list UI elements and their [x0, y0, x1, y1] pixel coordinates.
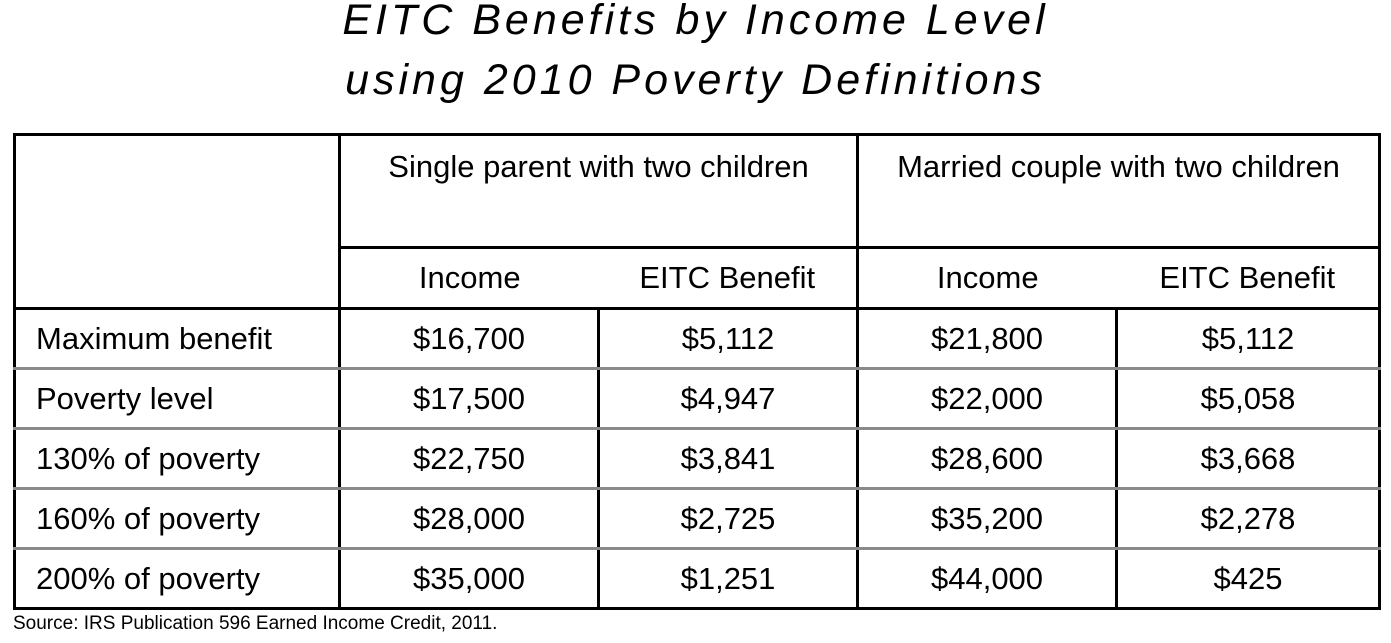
married-benefit-cell: $2,278: [1117, 489, 1380, 549]
married-benefit-cell: $425: [1213, 560, 1283, 596]
corner-cell: [15, 135, 340, 309]
row-label: 130% of poverty: [15, 429, 340, 489]
table-row: [15, 549, 1380, 609]
table-row: [15, 309, 1380, 369]
single-benefit-cell: $3,841: [599, 429, 858, 489]
married-benefit-cell: $5,112: [1117, 309, 1380, 369]
group-header-single: Single parent with two children: [340, 135, 858, 248]
table-row: [15, 429, 1380, 489]
row-label: 200% of poverty: [15, 549, 340, 609]
row-label: Maximum benefit: [15, 309, 340, 369]
single-income-cell: $17,500: [340, 369, 599, 429]
single-benefit-cell: $2,725: [599, 489, 858, 549]
subheader-single-income: Income: [340, 248, 599, 309]
married-benefit-cell: $3,668: [1117, 429, 1380, 489]
source-note: Source: IRS Publication 596 Earned Income Credit, 2011.: [13, 613, 498, 634]
single-benefit-cell: $4,947: [599, 369, 858, 429]
single-income-cell: $16,700: [340, 309, 599, 369]
single-income-cell: $28,000: [340, 489, 599, 549]
eitc-benefits-table: [13, 133, 1381, 610]
single-benefit-cell: $5,112: [599, 309, 858, 369]
row-label: 160% of poverty: [15, 489, 340, 549]
row-label: Poverty level: [15, 369, 340, 429]
married-benefit-cell: $5,058: [1117, 369, 1380, 429]
subheader-married-income: Income: [858, 248, 1117, 309]
single-income-cell: $22,750: [340, 429, 599, 489]
married-income-cell: $44,000: [858, 549, 1117, 609]
title-line-1: EITC Benefits by Income Level: [342, 0, 1049, 44]
group-header-married: Married couple with two children: [858, 135, 1380, 248]
married-income-cell: $35,200: [858, 489, 1117, 549]
table-row: [15, 489, 1380, 549]
single-benefit-cell: $1,251: [599, 549, 858, 609]
married-income-cell: $21,800: [858, 309, 1117, 369]
married-income-cell: $22,000: [858, 369, 1117, 429]
title-line-2: using 2010 Poverty Definitions: [345, 56, 1046, 104]
group-header-row: [15, 135, 1380, 248]
single-income-cell: $35,000: [340, 549, 599, 609]
subheader-single-benefit: EITC Benefit: [599, 248, 858, 309]
subheader-married-benefit: EITC Benefit: [1117, 248, 1380, 309]
married-income-cell: $28,600: [858, 429, 1117, 489]
table-row: [15, 369, 1380, 429]
